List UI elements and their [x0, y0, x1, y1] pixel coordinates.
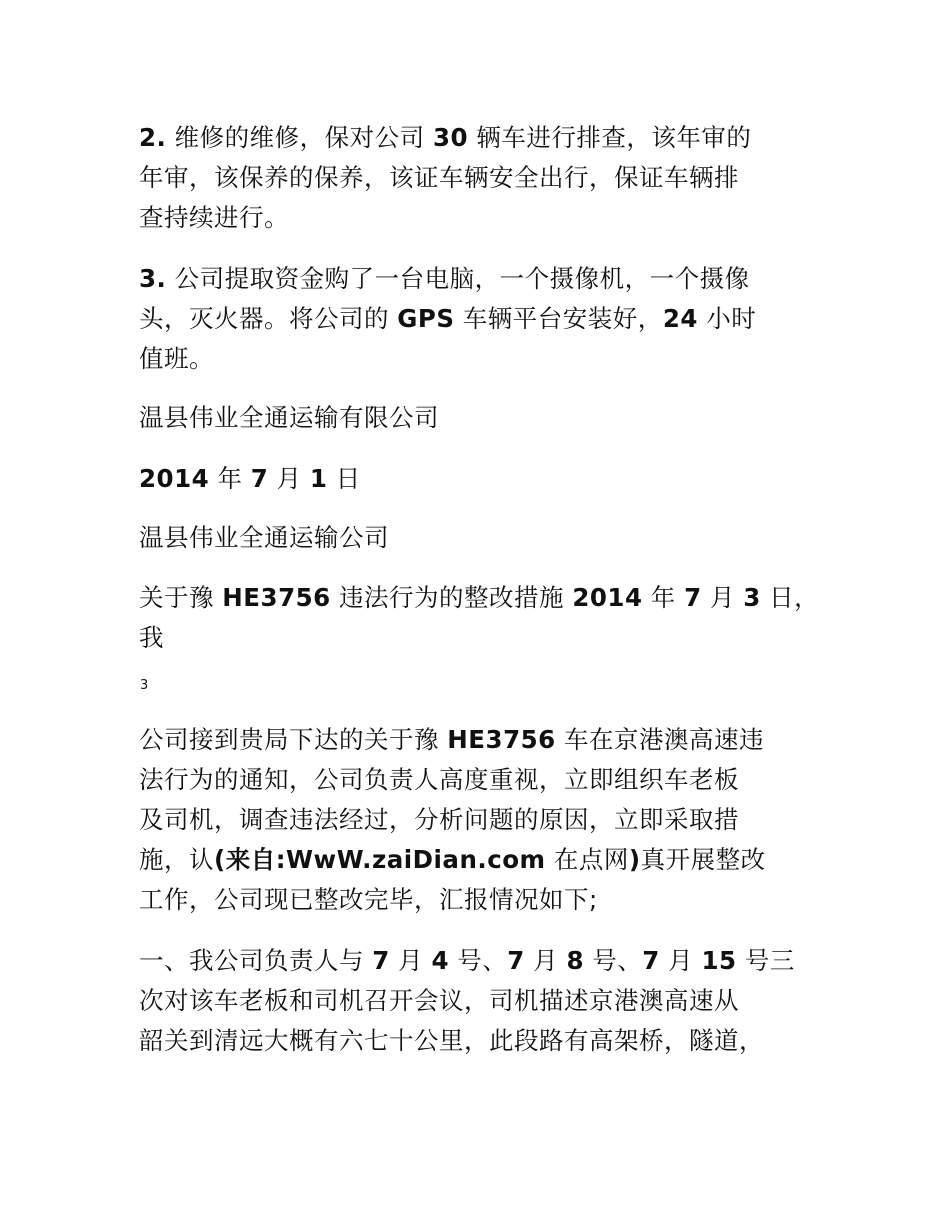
paragraph-item-2 [139, 118, 839, 238]
text-run: 日， [760, 583, 820, 612]
text-run: 公司提取资金购了一台电脑，一个摄像机，一个摄像 [166, 264, 750, 293]
text-run: 月 [701, 583, 744, 612]
text-run: 法行为的通知，公司负责人高度重视，立即组织车老板 [139, 765, 739, 794]
bold-text-run: 15 [701, 946, 737, 975]
bold-text-run: 2. [139, 123, 167, 152]
bold-text-run: 7 [684, 583, 702, 612]
paragraph-body-1 [139, 720, 839, 920]
text-run: 维修的维修，保对公司 [166, 123, 433, 152]
text-run: 公司接到贵局下达的关于豫 [139, 725, 448, 754]
text-run: 车在京港澳高速违 [555, 725, 765, 754]
text-line [139, 880, 839, 920]
text-line [139, 618, 839, 658]
bold-text-run: GPS [397, 304, 455, 333]
bold-text-run: HE3756 [222, 583, 331, 612]
text-run: 一、我公司负责人与 [139, 946, 373, 975]
text-line [139, 941, 839, 981]
text-line [139, 518, 839, 558]
text-run: 次对该车老板和司机召开会议，司机描述京港澳高速从 [139, 986, 739, 1015]
text-run: 号、 [584, 946, 643, 975]
text-line [139, 198, 839, 238]
text-run: 真开展整改 [640, 845, 766, 874]
bold-text-run: 3. [139, 264, 167, 293]
text-run: 月 [524, 946, 567, 975]
bold-text-run: 4 [431, 946, 449, 975]
paragraph-body-2 [139, 941, 839, 1061]
text-line [139, 259, 839, 299]
text-run: 月 [268, 464, 310, 493]
text-run: 工作，公司现已整改完毕，汇报情况如下; [139, 885, 598, 914]
text-run: 值班。 [139, 344, 214, 373]
text-run: 年 [209, 464, 251, 493]
text-line [139, 299, 839, 339]
text-run: 查持续进行。 [139, 203, 289, 232]
bold-text-run: 24 [662, 304, 698, 333]
bold-text-run: 7 [507, 946, 525, 975]
signature-date [139, 459, 839, 499]
text-line [139, 398, 839, 438]
bold-text-run: 30 [432, 123, 469, 152]
bold-text-run: (来自:WwW.zaiDian.com [214, 845, 546, 874]
text-run: 头，灭火器。将公司的 [139, 304, 398, 333]
text-run: 小时 [697, 304, 757, 333]
text-line [139, 339, 839, 379]
text-run: 车辆平台安装好， [454, 304, 663, 333]
text-run: 温县伟业全通运输公司 [139, 523, 389, 552]
text-line [139, 800, 839, 840]
text-line [139, 578, 839, 618]
rectification-heading [139, 578, 839, 658]
signature-company [139, 398, 839, 438]
text-run: 施，认 [139, 845, 214, 874]
text-line [139, 760, 839, 800]
bold-text-run: 3 [743, 583, 761, 612]
bold-text-run: 7 [250, 464, 269, 493]
bold-text-run: HE3756 [447, 725, 556, 754]
text-run: 在点网 [545, 845, 629, 874]
bold-text-run: 7 [642, 946, 660, 975]
text-run: 月 [659, 946, 702, 975]
text-run: 年 [642, 583, 685, 612]
text-run: 号、 [449, 946, 508, 975]
text-run: 辆车进行排查，该年审的 [468, 123, 752, 152]
text-line [139, 158, 839, 198]
text-line [139, 118, 839, 158]
bold-text-run: 2014 [139, 464, 210, 493]
bold-text-run: 2014 [572, 583, 643, 612]
text-line [139, 720, 839, 760]
text-line [139, 840, 839, 880]
text-run: 及司机，调查违法经过，分析问题的原因，立即采取措 [139, 805, 739, 834]
text-run: 韶关到清远大概有六七十公里，此段路有高架桥，隧道， [139, 1026, 764, 1055]
page-number: 3 [140, 678, 149, 693]
text-line [139, 1021, 839, 1061]
text-run: 关于豫 [139, 583, 223, 612]
text-run: 日 [327, 464, 361, 493]
bold-text-run: 7 [372, 946, 390, 975]
text-run: 违法行为的整改措施 [330, 583, 573, 612]
text-run: 月 [389, 946, 432, 975]
paragraph-item-3 [139, 259, 839, 379]
text-run: 年审，该保养的保养，该证车辆安全出行，保证车辆排 [139, 163, 739, 192]
bold-text-run: ) [628, 845, 641, 874]
bold-text-run: 1 [309, 464, 328, 493]
text-run: 温县伟业全通运输有限公司 [139, 403, 439, 432]
bold-text-run: 8 [566, 946, 584, 975]
company-name [139, 518, 839, 558]
text-run: 我 [139, 623, 164, 652]
text-line [139, 981, 839, 1021]
text-line [139, 459, 839, 499]
text-run: 号三 [736, 946, 795, 975]
